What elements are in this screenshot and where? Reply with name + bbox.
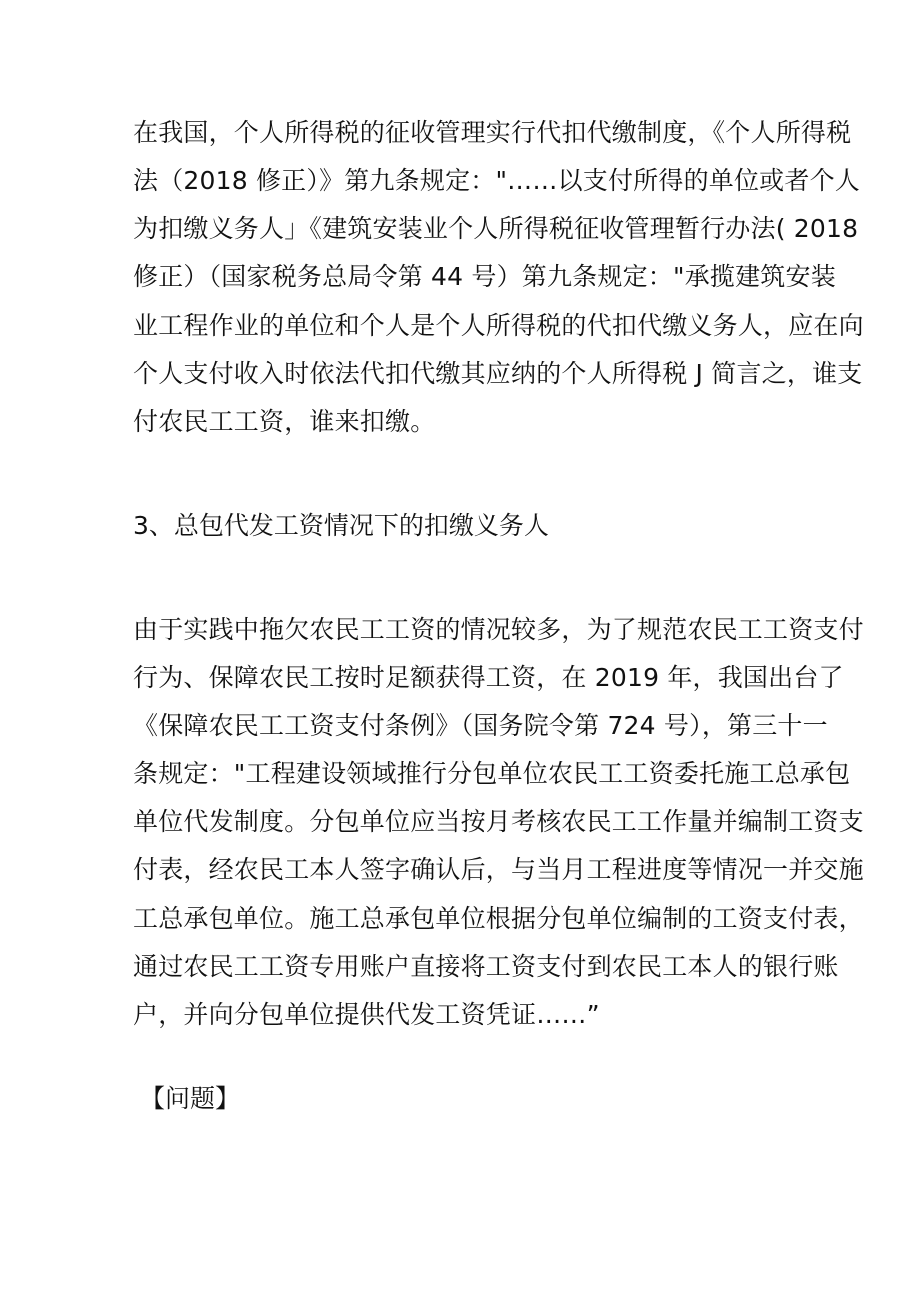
paragraph-line: 业工程作业的单位和个人是个人所得税的代扣代缴义务人，应在向 [133, 311, 864, 340]
question-heading: 【问题】 [140, 1084, 241, 1113]
paragraph-line: 由于实践中拖欠农民工工资的情况较多，为了规范农民工工资支付 [133, 615, 864, 644]
paragraph-line: 单位代发制度。分包单位应当按月考核农民工工作量并编制工资支 [133, 807, 864, 836]
paragraph-line: 付表，经农民工本人签字确认后，与当月工程进度等情况一并交施 [133, 855, 864, 884]
paragraph-line: 法（2018 修正）》第九条规定："……以支付所得的单位或者个人 [133, 166, 860, 195]
paragraph-line: 付农民工工资，谁来扣缴。 [133, 407, 436, 436]
paragraph-line: 《保障农民工工资支付条例》（国务院令第 724 号），第三十一 [133, 711, 828, 740]
paragraph-line: 个人支付收入时依法代扣代缴其应纳的个人所得税 J 简言之，谁支 [133, 359, 863, 388]
paragraph-line: 户，并向分包单位提供代发工资凭证……” [133, 1000, 600, 1029]
paragraph-line: 条规定："工程建设领域推行分包单位农民工工资委托施工总承包 [133, 759, 851, 788]
section-heading: 3、总包代发工资情况下的扣缴义务人 [133, 511, 549, 540]
paragraph-line: 行为、保障农民工按时足额获得工资，在 2019 年，我国出台了 [133, 663, 844, 692]
paragraph-line: 工总承包单位。施工总承包单位根据分包单位编制的工资支付表， [133, 904, 864, 933]
paragraph-line: 为扣缴义务人」《建筑安装业个人所得税征收管理暂行办法( 2018 [133, 214, 859, 243]
paragraph-line: 通过农民工工资专用账户直接将工资支付到农民工本人的银行账 [133, 952, 839, 981]
paragraph-line: 修正）（国家税务总局令第 44 号）第九条规定："承揽建筑安装 [133, 262, 836, 291]
paragraph-line: 在我国，个人所得税的征收管理实行代扣代缴制度，《个人所得税 [133, 118, 852, 147]
